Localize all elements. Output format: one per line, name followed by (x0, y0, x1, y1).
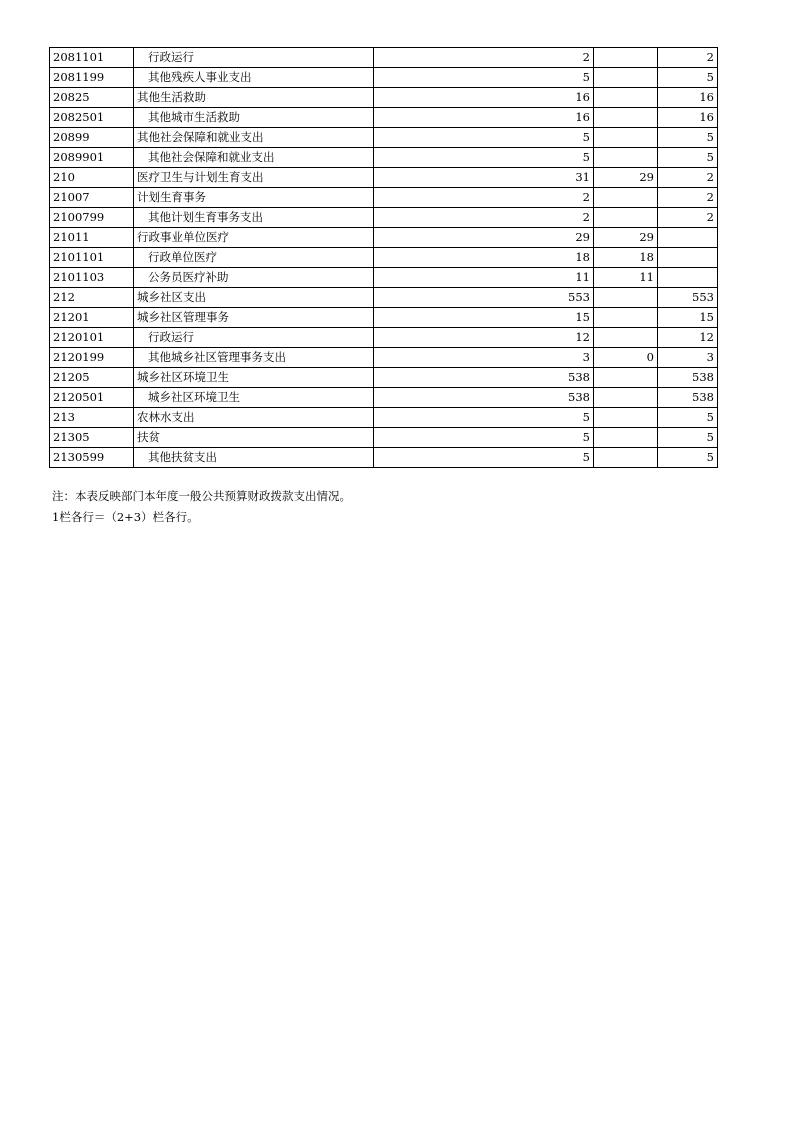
project-expenditure-cell: 2 (658, 48, 718, 68)
note-line: 1栏各行＝（2+3）栏各行。 (52, 510, 199, 524)
total-cell: 16 (374, 108, 594, 128)
total-cell: 16 (374, 88, 594, 108)
total-cell: 5 (374, 408, 594, 428)
account-name-cell: 其他残疾人事业支出 (134, 68, 374, 88)
total-cell: 15 (374, 308, 594, 328)
project-expenditure-cell: 3 (658, 348, 718, 368)
table-row (50, 88, 718, 108)
account-code-cell: 21011 (50, 228, 134, 248)
project-expenditure-cell: 2 (658, 188, 718, 208)
basic-expenditure-cell (594, 308, 658, 328)
basic-expenditure-cell (594, 88, 658, 108)
table-row (50, 188, 718, 208)
project-expenditure-cell: 12 (658, 328, 718, 348)
account-code-cell: 2082501 (50, 108, 134, 128)
total-cell: 2 (374, 208, 594, 228)
account-name-cell: 其他扶贫支出 (134, 448, 374, 468)
account-code-cell: 2101101 (50, 248, 134, 268)
table-row (50, 368, 718, 388)
table-row (50, 348, 718, 368)
account-name-cell: 其他城乡社区管理事务支出 (134, 348, 374, 368)
table-row (50, 208, 718, 228)
account-name-cell: 其他社会保障和就业支出 (134, 148, 374, 168)
account-code-cell: 20825 (50, 88, 134, 108)
total-cell: 538 (374, 368, 594, 388)
project-expenditure-cell: 5 (658, 448, 718, 468)
project-expenditure-cell: 2 (658, 168, 718, 188)
account-code-cell: 2130599 (50, 448, 134, 468)
basic-expenditure-cell: 29 (594, 228, 658, 248)
table-row (50, 228, 718, 248)
project-expenditure-cell: 5 (658, 428, 718, 448)
account-name-cell: 城乡社区管理事务 (134, 308, 374, 328)
project-expenditure-cell: 5 (658, 408, 718, 428)
total-cell: 29 (374, 228, 594, 248)
total-cell: 2 (374, 48, 594, 68)
basic-expenditure-cell: 18 (594, 248, 658, 268)
account-name-cell: 行政单位医疗 (134, 248, 374, 268)
account-name-cell: 其他社会保障和就业支出 (134, 128, 374, 148)
account-name-cell: 扶贫 (134, 428, 374, 448)
account-code-cell: 212 (50, 288, 134, 308)
account-code-cell: 2081199 (50, 68, 134, 88)
project-expenditure-cell (658, 268, 718, 288)
table-row (50, 248, 718, 268)
account-code-cell: 213 (50, 408, 134, 428)
account-code-cell: 210 (50, 168, 134, 188)
table-row (50, 48, 718, 68)
note-line: 注：本表反映部门本年度一般公共预算财政拨款支出情况。 (52, 489, 351, 503)
total-cell: 5 (374, 428, 594, 448)
total-cell: 5 (374, 128, 594, 148)
basic-expenditure-cell: 0 (594, 348, 658, 368)
account-name-cell: 其他生活救助 (134, 88, 374, 108)
basic-expenditure-cell (594, 428, 658, 448)
basic-expenditure-cell (594, 68, 658, 88)
basic-expenditure-cell (594, 48, 658, 68)
account-name-cell: 医疗卫生与计划生育支出 (134, 168, 374, 188)
account-name-cell: 城乡社区环境卫生 (134, 388, 374, 408)
total-cell: 538 (374, 388, 594, 408)
project-expenditure-cell: 538 (658, 368, 718, 388)
account-name-cell: 行政运行 (134, 48, 374, 68)
account-code-cell: 2120501 (50, 388, 134, 408)
project-expenditure-cell: 16 (658, 108, 718, 128)
total-cell: 5 (374, 148, 594, 168)
table-row (50, 308, 718, 328)
budget-expenditure-table (49, 47, 718, 468)
basic-expenditure-cell (594, 128, 658, 148)
project-expenditure-cell: 5 (658, 148, 718, 168)
basic-expenditure-cell (594, 148, 658, 168)
account-name-cell: 城乡社区环境卫生 (134, 368, 374, 388)
total-cell: 31 (374, 168, 594, 188)
project-expenditure-cell (658, 248, 718, 268)
total-cell: 2 (374, 188, 594, 208)
total-cell: 18 (374, 248, 594, 268)
table-row (50, 268, 718, 288)
total-cell: 5 (374, 68, 594, 88)
account-name-cell: 计划生育事务 (134, 188, 374, 208)
table-notes (52, 486, 351, 528)
account-code-cell: 2100799 (50, 208, 134, 228)
account-code-cell: 2089901 (50, 148, 134, 168)
account-code-cell: 21007 (50, 188, 134, 208)
account-code-cell: 2120101 (50, 328, 134, 348)
account-name-cell: 行政事业单位医疗 (134, 228, 374, 248)
total-cell: 12 (374, 328, 594, 348)
basic-expenditure-cell (594, 368, 658, 388)
account-name-cell: 城乡社区支出 (134, 288, 374, 308)
project-expenditure-cell: 5 (658, 68, 718, 88)
total-cell: 11 (374, 268, 594, 288)
account-code-cell: 21205 (50, 368, 134, 388)
table-row (50, 148, 718, 168)
basic-expenditure-cell (594, 448, 658, 468)
account-code-cell: 20899 (50, 128, 134, 148)
project-expenditure-cell (658, 228, 718, 248)
project-expenditure-cell: 2 (658, 208, 718, 228)
basic-expenditure-cell (594, 328, 658, 348)
account-code-cell: 2120199 (50, 348, 134, 368)
basic-expenditure-cell (594, 288, 658, 308)
account-name-cell: 其他城市生活救助 (134, 108, 374, 128)
total-cell: 3 (374, 348, 594, 368)
basic-expenditure-cell (594, 108, 658, 128)
table-row (50, 288, 718, 308)
project-expenditure-cell: 5 (658, 128, 718, 148)
total-cell: 5 (374, 448, 594, 468)
basic-expenditure-cell (594, 188, 658, 208)
total-cell: 553 (374, 288, 594, 308)
table-row (50, 408, 718, 428)
account-code-cell: 21305 (50, 428, 134, 448)
basic-expenditure-cell: 11 (594, 268, 658, 288)
account-name-cell: 行政运行 (134, 328, 374, 348)
table-row (50, 68, 718, 88)
account-name-cell: 农林水支出 (134, 408, 374, 428)
table-row (50, 328, 718, 348)
table-row (50, 428, 718, 448)
table-row (50, 128, 718, 148)
project-expenditure-cell: 553 (658, 288, 718, 308)
table-row (50, 108, 718, 128)
account-name-cell: 其他计划生育事务支出 (134, 208, 374, 228)
account-code-cell: 2101103 (50, 268, 134, 288)
account-name-cell: 公务员医疗补助 (134, 268, 374, 288)
basic-expenditure-cell (594, 388, 658, 408)
project-expenditure-cell: 538 (658, 388, 718, 408)
table-row (50, 168, 718, 188)
basic-expenditure-cell (594, 208, 658, 228)
table-body (50, 48, 718, 468)
table-row (50, 448, 718, 468)
basic-expenditure-cell (594, 408, 658, 428)
account-code-cell: 21201 (50, 308, 134, 328)
project-expenditure-cell: 16 (658, 88, 718, 108)
account-code-cell: 2081101 (50, 48, 134, 68)
project-expenditure-cell: 15 (658, 308, 718, 328)
table-row (50, 388, 718, 408)
basic-expenditure-cell: 29 (594, 168, 658, 188)
